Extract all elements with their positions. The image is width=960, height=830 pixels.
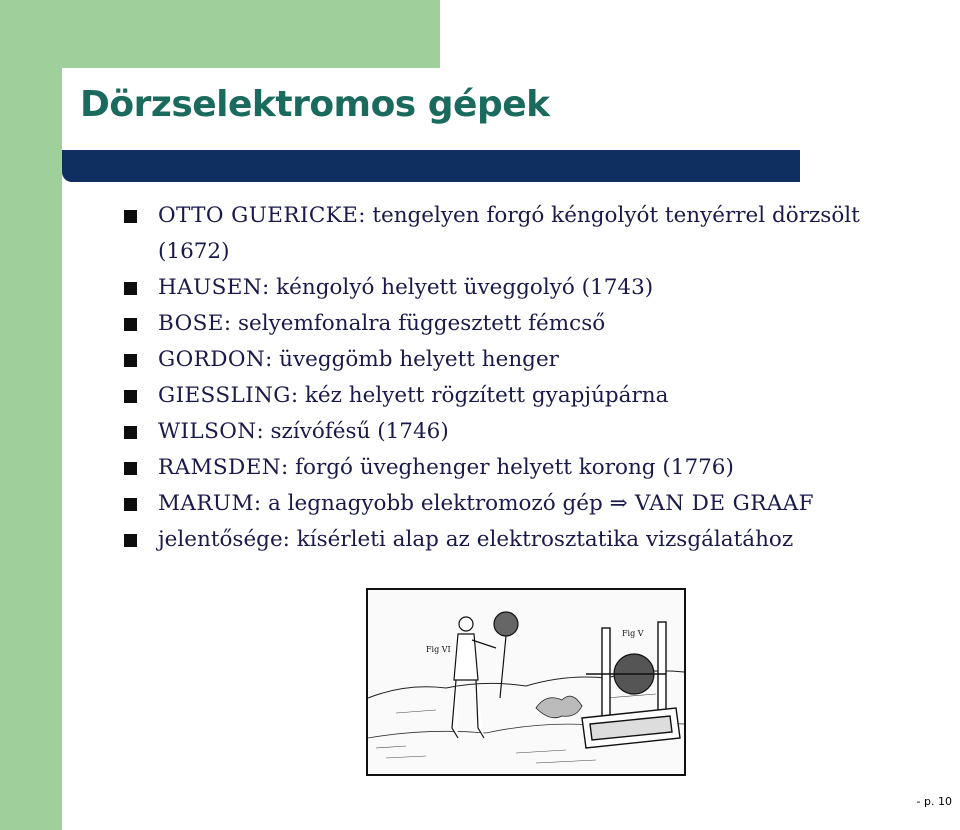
separator: : [253, 491, 262, 516]
item-text: tengelyen forgó kéngolyót tenyérrel dörzsölt (1672) [158, 203, 860, 264]
person-name: GORDON [158, 347, 266, 372]
square-bullet-icon [124, 534, 137, 547]
fig-label-left: Fig VI [426, 645, 451, 654]
list-item [124, 342, 924, 378]
slide-title: Dörzselektromos gépek [80, 84, 550, 125]
person-name: HAUSEN [158, 275, 263, 300]
item-text: a legnagyobb elektromozó gép [261, 491, 610, 516]
separator: : [358, 203, 366, 228]
separator: : [290, 383, 299, 408]
list-item [124, 306, 924, 342]
square-bullet-icon [124, 318, 137, 331]
list-item [124, 198, 924, 270]
item-text: szívófésű (1746) [263, 419, 449, 444]
fig-label-right: Fig V [622, 629, 644, 638]
item-text: kéz helyett rögzített gyapjúpárna [298, 383, 669, 408]
list-item [124, 378, 924, 414]
separator: : [223, 311, 232, 336]
item-text: kéngolyó helyett üveggolyó (1743) [269, 275, 654, 300]
item-text: forgó üveghenger helyett korong (1776) [288, 455, 734, 480]
list-item [124, 486, 924, 522]
square-bullet-icon [124, 426, 137, 439]
frame-left-band [0, 0, 62, 830]
title-underline-bar [62, 150, 800, 182]
frame-top-band [0, 0, 440, 68]
separator: : [265, 347, 273, 372]
person-name: WILSON [158, 419, 257, 444]
list-item [124, 414, 924, 450]
square-bullet-icon [124, 210, 137, 223]
person-name: BOSE [158, 311, 224, 336]
page-number: - p. 10 [916, 795, 952, 808]
square-bullet-icon [124, 498, 137, 511]
list-item [124, 522, 924, 558]
person-name: OTTO GUERICKE [158, 203, 359, 228]
item-text: jelentősége: kísérleti alap az elektrosztatika vizsgálatához [158, 527, 794, 552]
bullet-list [124, 198, 924, 558]
person-name: RAMSDEN [158, 455, 282, 480]
electrostatic-machine-engraving [366, 588, 686, 776]
square-bullet-icon [124, 282, 137, 295]
separator: : [281, 455, 289, 480]
separator: : [262, 275, 270, 300]
square-bullet-icon [124, 390, 137, 403]
square-bullet-icon [124, 354, 137, 367]
square-bullet-icon [124, 462, 137, 475]
person-name: MARUM [158, 491, 254, 516]
person-name-suffix: VAN DE GRAAF [627, 491, 814, 516]
person-name: GIESSLING [158, 383, 291, 408]
separator: : [256, 419, 264, 444]
item-text: üveggömb helyett henger [272, 347, 559, 372]
implies-arrow-icon: ⇒ [609, 491, 628, 516]
item-text: selyemfonalra függesztett fémcső [231, 311, 606, 336]
list-item [124, 450, 924, 486]
list-item [124, 270, 924, 306]
